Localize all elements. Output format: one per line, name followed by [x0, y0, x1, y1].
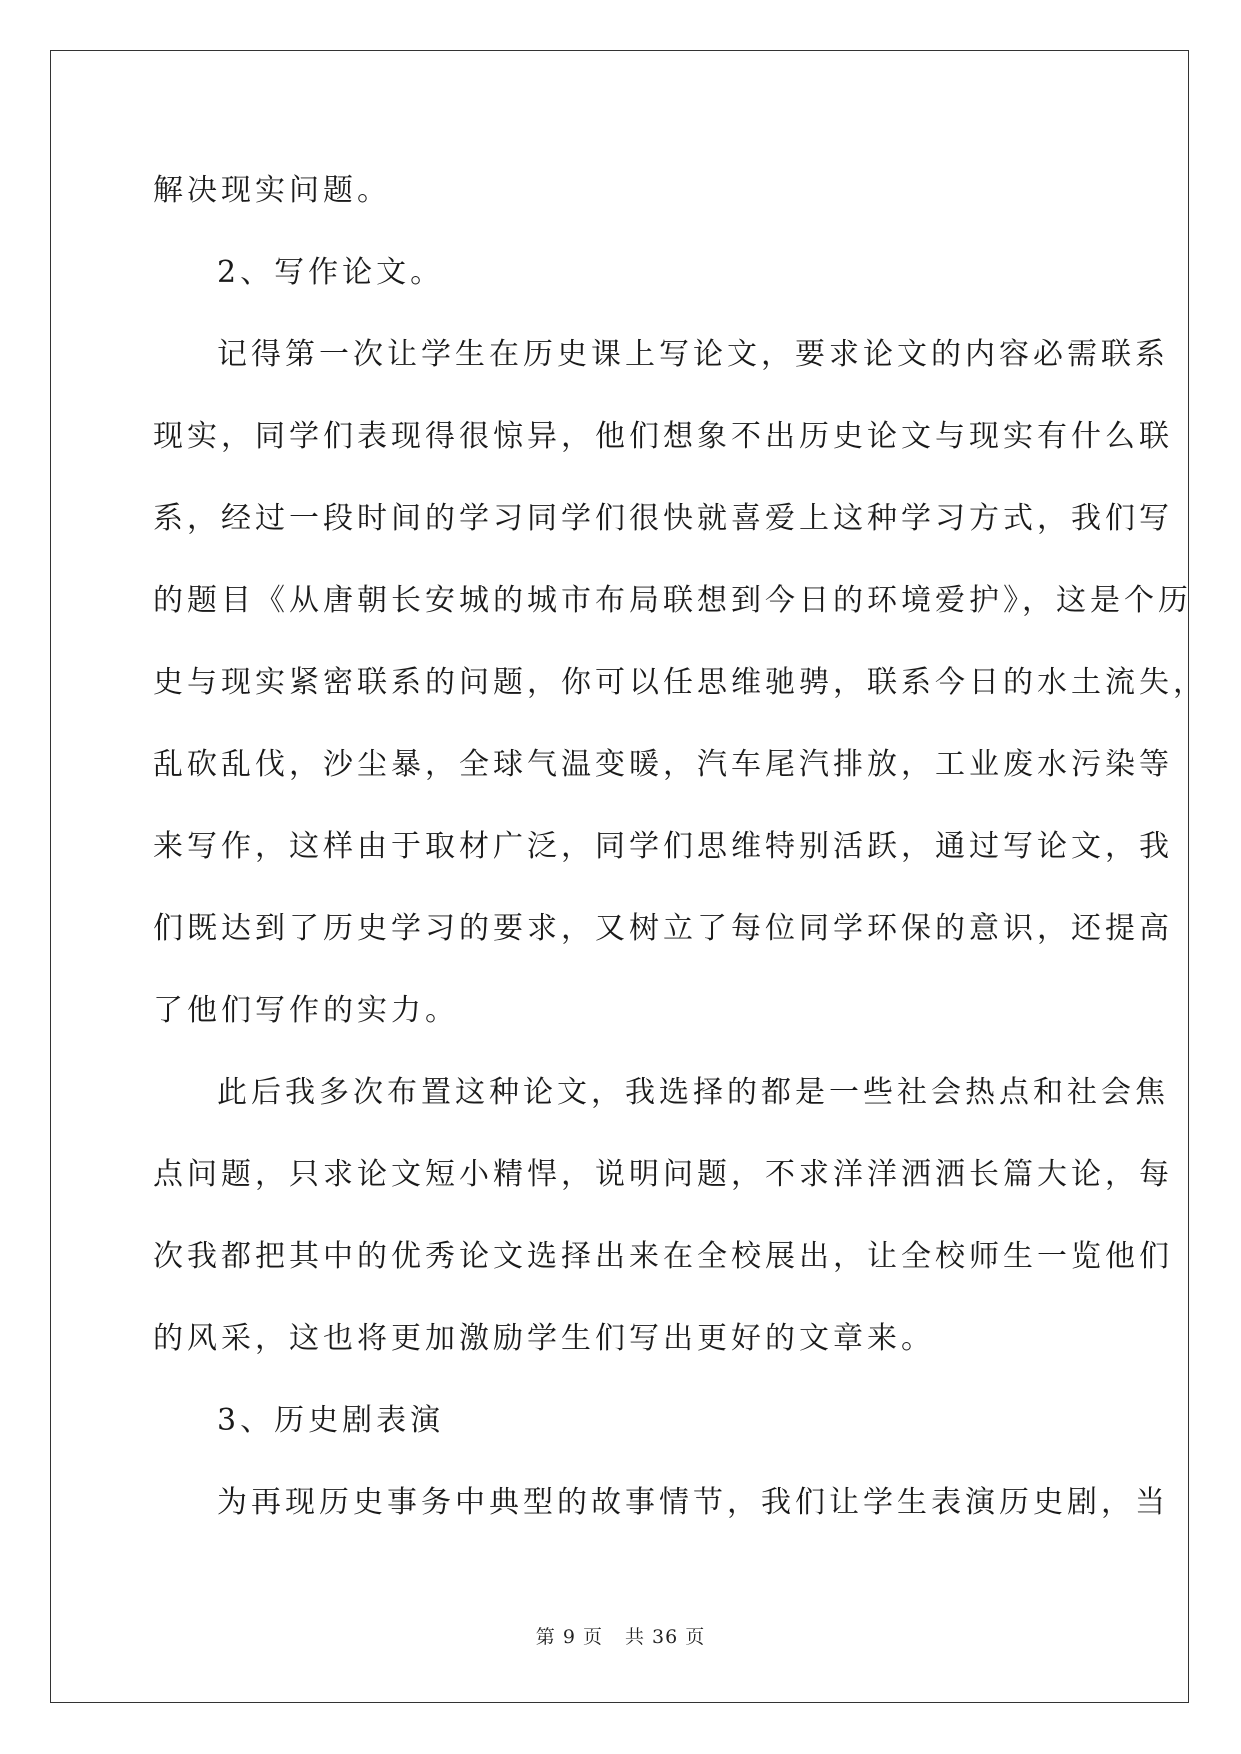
text-line: 次我都把其中的优秀论文选择出来在全校展出，让全校师生一览他们 [153, 1239, 1173, 1274]
page-footer [0, 1622, 1241, 1649]
paragraph-1 [153, 314, 1207, 1052]
text-line: 的风采，这也将更加激励学生们写出更好的文章来。 [153, 1321, 935, 1356]
paragraph-2 [153, 1052, 1173, 1380]
text-line: 点问题，只求论文短小精悍，说明问题，不求洋洋洒洒长篇大论，每 [153, 1157, 1173, 1192]
text-line: 系，经过一段时间的学习同学们很快就喜爱上这种学习方式，我们写 [153, 501, 1173, 536]
text-line: 此后我多次布置这种论文，我选择的都是一些社会热点和社会焦 [217, 1075, 1169, 1110]
section-heading-3 [153, 1380, 1091, 1462]
text-line: 乱砍乱伐，沙尘暴，全球气温变暖，汽车尾汽排放，工业废水污染等 [153, 747, 1173, 782]
paragraph-3 [153, 1462, 1169, 1544]
paragraph-continuation [153, 150, 1091, 232]
text-line: 的题目《从唐朝长安城的城市布局联想到今日的环境爱护》，这是个历 [153, 583, 1192, 618]
text-line: 现实，同学们表现得很惊异，他们想象不出历史论文与现实有什么联 [153, 419, 1173, 454]
text-line: 史与现实紧密联系的问题，你可以任思维驰骋，联系今日的水土流失， [153, 665, 1207, 700]
heading-text: 2、写作论文。 [217, 255, 445, 290]
text-line: 了他们写作的实力。 [153, 993, 459, 1028]
document-body [153, 150, 1207, 1544]
page-number: 第 9 页 [535, 1626, 603, 1648]
text-line: 记得第一次让学生在历史课上写论文，要求论文的内容必需联系 [217, 337, 1169, 372]
heading-text: 3、历史剧表演 [217, 1403, 445, 1438]
section-heading-2 [153, 232, 1091, 314]
text-line: 来写作，这样由于取材广泛，同学们思维特别活跃，通过写论文，我 [153, 829, 1173, 864]
text-line: 为再现历史事务中典型的故事情节，我们让学生表演历史剧，当 [217, 1485, 1169, 1520]
page-total: 共 36 页 [624, 1626, 706, 1648]
text-line: 们既达到了历史学习的要求，又树立了每位同学环保的意识，还提高 [153, 911, 1173, 946]
text-line: 解决现实问题。 [153, 173, 391, 208]
